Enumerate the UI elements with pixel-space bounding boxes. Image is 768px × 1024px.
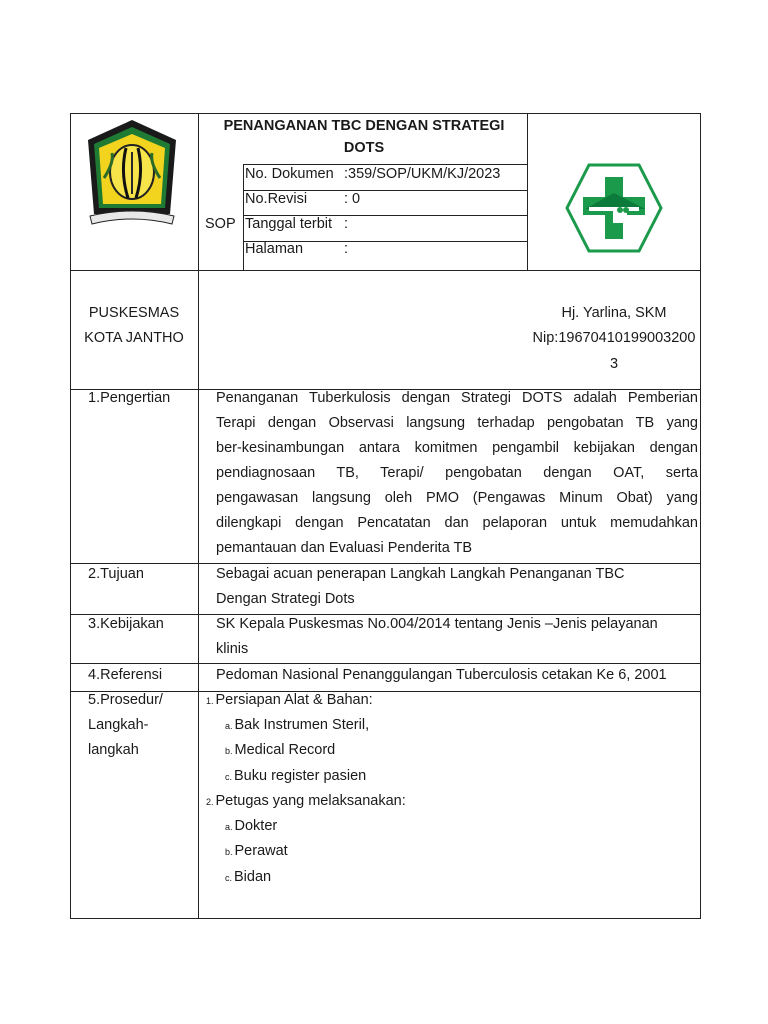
pengertian-line-2: Terapi dengan Observasi langsung terhadap pengobatan TB yang (216, 415, 698, 431)
signer-name: Hj. Yarlina, SKM (561, 305, 667, 321)
prosedur-item-2c: c. Bidan (225, 869, 272, 885)
puskesmas-cross-icon (565, 163, 663, 253)
no-dokumen-label: No. Dokumen (245, 166, 334, 182)
section-label-kebijakan: 3.Kebijakan (88, 616, 164, 632)
prosedur-item-1a: a. Bak Instrumen Steril, (225, 717, 370, 733)
halaman-label: Halaman (245, 241, 304, 257)
prosedur-item-2a: a. Dokter (225, 818, 278, 834)
pengertian-line-3: ber-kesinambungan antara komitmen pengambil kebijakan dengan (216, 440, 698, 456)
pengertian-line-1: Penanganan Tuberkulosis dengan Strategi DOTS adalah Pemberian (216, 390, 698, 406)
pengertian-line-6: dilengkapi dengan Pencatatan dan pelaporan untuk memudahkan (216, 515, 698, 531)
pengertian-line-7: pemantauan dan Evaluasi Penderita TB (216, 540, 473, 556)
tanggal-terbit-value: : (344, 216, 349, 232)
no-revisi-label: No.Revisi (245, 191, 308, 207)
sop-label: SOP (205, 216, 236, 232)
section-label-prosedur-1: 5.Prosedur/ (88, 692, 163, 708)
referensi-line-1: Pedoman Nasional Penanggulangan Tuberculosis cetakan Ke 6, 2001 (216, 667, 667, 683)
org-name-line2: KOTA JANTHO (84, 330, 184, 346)
kebijakan-line-1: SK Kepala Puskesmas No.004/2014 tentang Jenis –Jenis pelayanan (216, 616, 658, 632)
prosedur-item-1b: b. Medical Record (225, 742, 336, 758)
section-label-referensi: 4.Referensi (88, 667, 163, 683)
prosedur-item-1c: c. Buku register pasien (225, 768, 367, 784)
section-label-prosedur-3: langkah (88, 742, 139, 758)
section-label-pengertian: 1.Pengertian (88, 390, 171, 406)
regional-emblem-icon (84, 118, 180, 228)
no-revisi-value: : 0 (344, 191, 361, 207)
prosedur-item-2: 2. Petugas yang melaksanakan: (206, 793, 406, 809)
kebijakan-line-2: klinis (216, 641, 249, 657)
signer-nip-line2: 3 (609, 356, 619, 372)
no-dokumen-value: :359/SOP/UKM/KJ/2023 (344, 166, 501, 182)
tujuan-line-1: Sebagai acuan penerapan Langkah Langkah Penanganan TBC (216, 566, 625, 582)
section-label-prosedur-2: Langkah- (88, 717, 149, 733)
prosedur-item-2b: b. Perawat (225, 843, 288, 859)
prosedur-item-1: 1. Persiapan Alat & Bahan: (206, 692, 373, 708)
halaman-value: : (344, 241, 349, 257)
pengertian-line-4: pendiagnosaan TB, Terapi/ pengobatan dengan OAT, serta (216, 465, 698, 481)
org-name-line1: PUSKESMAS (88, 305, 180, 321)
tanggal-terbit-label: Tanggal terbit (245, 216, 333, 232)
signer-nip-line1: Nip:19670410199003200 (532, 330, 696, 346)
document-title-line2: DOTS (343, 140, 385, 156)
tujuan-line-2: Dengan Strategi Dots (216, 591, 355, 607)
pengertian-line-5: pengawasan langsung oleh PMO (Pengawas Minum Obat) yang (216, 490, 698, 506)
document-title-line1: PENANGANAN TBC DENGAN STRATEGI (223, 118, 505, 134)
section-label-tujuan: 2.Tujuan (88, 566, 144, 582)
